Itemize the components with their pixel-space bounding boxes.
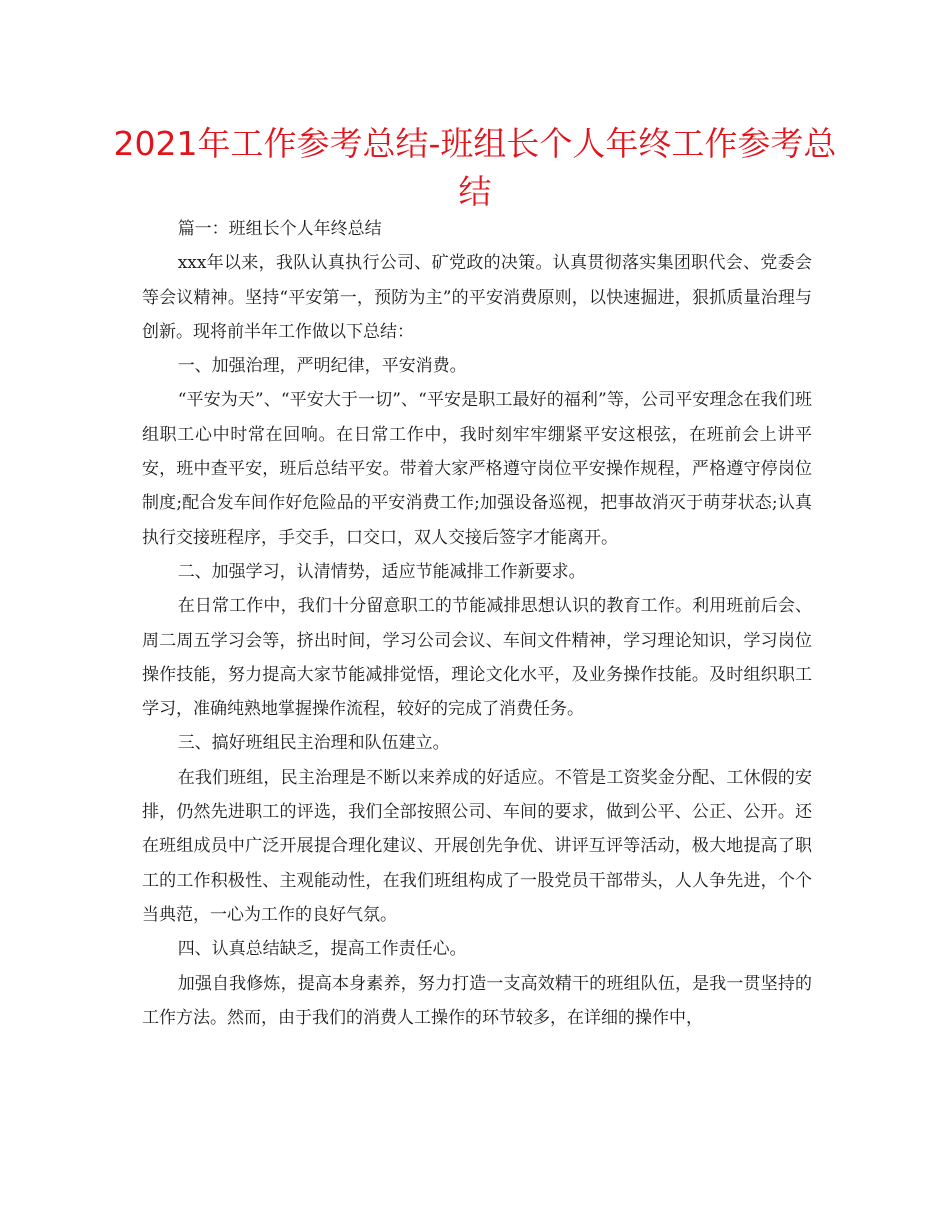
paragraph-body-3: 在我们班组，民主治理是不断以来养成的好适应。不管是工资奖金分配、工休假的安排，仍然先进职工的评选，我们全部按照公司、车间的要求，做到公平、公正、公开。还在班组成员中广泛开展提合理化建议、开展创先争优、讲评互评等活动，极大地提高了职工的工作积极性、主观能动性，在我们班组构成了一股党员干部带头，人人争先进，个个当典范，一心为工作的良好气氛。 xyxy=(142,767,812,925)
paragraph-section-heading: 篇一：班组长个人年终总结 xyxy=(177,219,382,239)
paragraph-heading-3: 三、搞好班组民主治理和队伍建立。 xyxy=(177,733,450,754)
paragraph-heading-4: 四、认真总结缺乏，提高工作责任心。 xyxy=(177,939,467,960)
paragraph-body-2: 在日常工作中，我们十分留意职工的节能减排思想认识的教育工作。利用班前后会、周二周五学习会等，挤出时间，学习公司会议、车间文件精神，学习理论知识，学习岗位操作技能，努力提高大家节能减排觉悟，理论文化水平，及业务操作技能。及时组织职工学习，准确纯熟地掌握操作流程，较好的完成了消费任务。 xyxy=(142,596,812,720)
paragraph-body-1: “平安为天”、“平安大于一切”、“平安是职工最好的福利”等，公司平安理念在我们班组职工心中时常在回响。在日常工作中，我时刻牢牢绷紧平安这根弦，在班前会上讲平安，班中查平安，班后总结平安。带着大家严格遵守岗位平安操作规程，严格遵守停岗位制度;配合发车间作好危险品的平安消费工作;加强设备巡视，把事故消灭于萌芽状态;认真执行交接班程序，手交手，口交口，双人交接后签字才能离开。 xyxy=(142,390,812,548)
document-title: 2021年工作参考总结-班组长个人年终工作参考总结 xyxy=(113,124,837,211)
paragraph-heading-1: 一、加强治理，严明纪律，平安消费。 xyxy=(177,356,467,377)
paragraph-intro: xxx年以来，我队认真执行公司、矿党政的决策。认真贯彻落实集团职代会、党委会等会议精神。坚持“平安第一，预防为主”的平安消费原则，以快速掘进，狠抓质量治理与创新。现将前半年工作做以下总结： xyxy=(142,253,812,342)
paragraph-body-4: 加强自我修炼，提高本身素养，努力打造一支高效精干的班组队伍，是我一贯坚持的工作方法。然而，由于我们的消费人工操作的环节较多，在详细的操作中， xyxy=(142,973,812,1028)
document-body xyxy=(142,212,812,1035)
paragraph-heading-2: 二、加强学习，认清情势，适应节能减排工作新要求。 xyxy=(177,561,586,582)
